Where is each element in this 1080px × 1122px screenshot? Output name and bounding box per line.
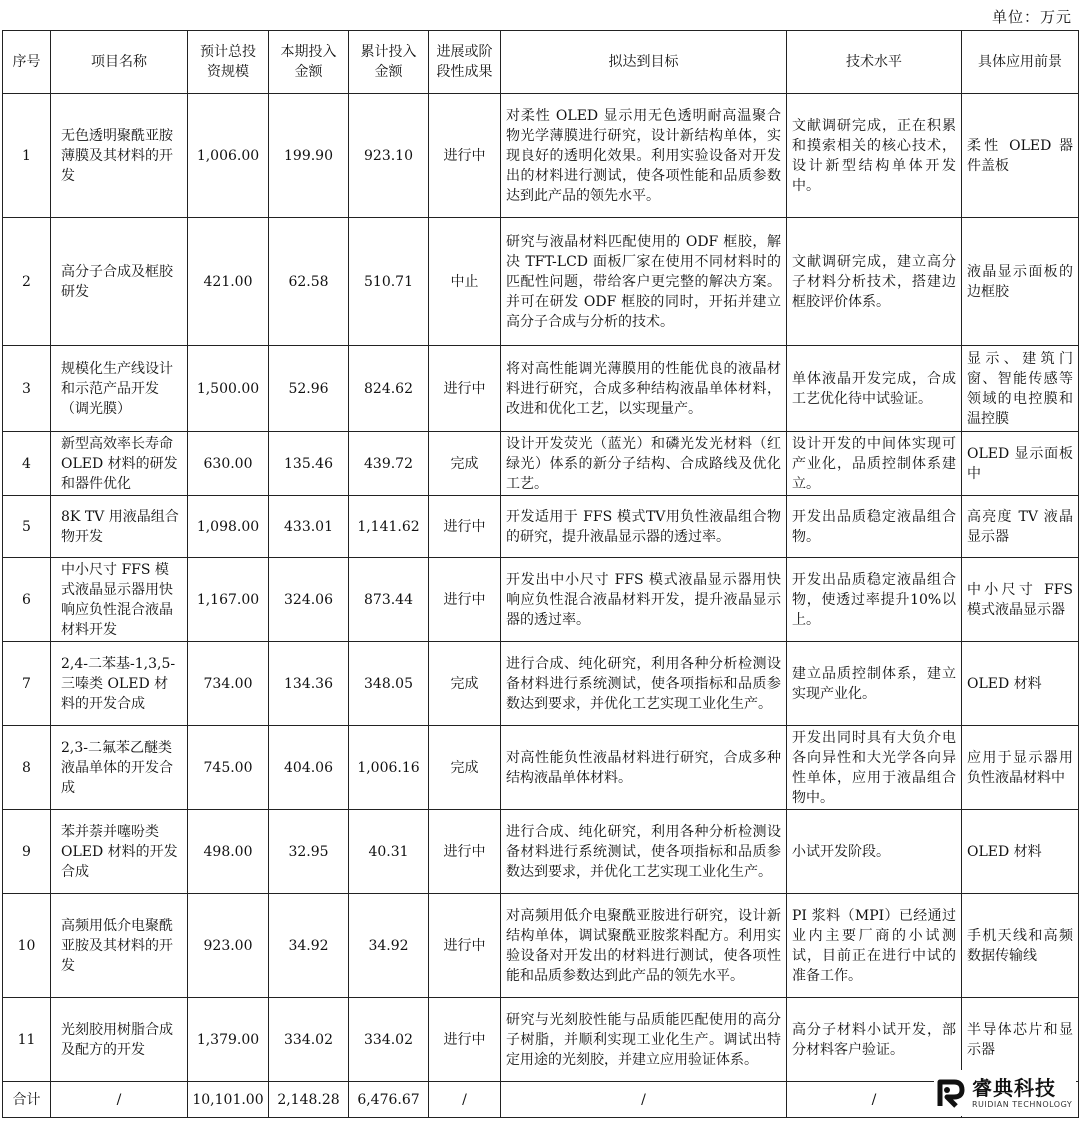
total-budget: 421.00 xyxy=(188,218,269,346)
tech-level: 高分子材料小试开发，部分材料客户验证。 xyxy=(787,998,962,1082)
total-budget: 745.00 xyxy=(188,726,269,810)
row-number: 2 xyxy=(3,218,51,346)
current-investment: 32.95 xyxy=(269,810,349,894)
progress-status: 进行中 xyxy=(429,346,501,432)
table-row xyxy=(3,218,1079,346)
current-investment: 433.01 xyxy=(269,496,349,558)
cumulative-investment: 1,006.16 xyxy=(349,726,429,810)
total-budget: 1,006.00 xyxy=(188,94,269,218)
unit-label: 单位：万元 xyxy=(991,8,1072,26)
target-goal: 进行合成、纯化研究，利用各种分析检测设备材料进行系统测试，使各项指标和品质参数达到要求，并优化工艺实现工业化生产。 xyxy=(501,642,787,726)
row-number: 5 xyxy=(3,496,51,558)
progress-status: 进行中 xyxy=(429,894,501,998)
current-investment: 134.36 xyxy=(269,642,349,726)
total-budget: 630.00 xyxy=(188,432,269,496)
header-cell: 累计投入金额 xyxy=(349,31,429,94)
target-goal: 开发适用于 FFS 模式TV用负性液晶组合物的研究，提升液晶显示器的透过率。 xyxy=(501,496,787,558)
header-cell: 拟达到目标 xyxy=(501,31,787,94)
total-budget: 1,379.00 xyxy=(188,998,269,1082)
ruidian-logo-icon xyxy=(934,1076,968,1110)
application-prospect: OLED 显示面板中 xyxy=(962,432,1079,496)
total-tech: / xyxy=(787,1082,962,1118)
target-goal: 设计开发荧光（蓝光）和磷光发光材料（红绿光）体系的新分子结构、合成路线及优化工艺。 xyxy=(501,432,787,496)
total-goal: / xyxy=(501,1082,787,1118)
table-row xyxy=(3,432,1079,496)
tech-level: 开发出品质稳定液晶组合物，使透过率提升10%以上。 xyxy=(787,558,962,642)
project-name: 高频用低介电聚酰亚胺及其材料的开发 xyxy=(51,894,188,998)
table-row xyxy=(3,94,1079,218)
row-number: 10 xyxy=(3,894,51,998)
target-goal: 研究与光刻胶性能与品质能匹配使用的高分子树脂，并顺利实现工业化生产。调试出特定用途的光刻胶，并建立应用验证体系。 xyxy=(501,998,787,1082)
table-row xyxy=(3,726,1079,810)
target-goal: 开发出中小尺寸 FFS 模式液晶显示器用快响应负性混合液晶材料开发，提升液晶显示器的透过率。 xyxy=(501,558,787,642)
application-prospect: OLED 材料 xyxy=(962,642,1079,726)
project-name: 中小尺寸 FFS 模式液晶显示器用快响应负性混合液晶材料开发 xyxy=(51,558,188,642)
table-row xyxy=(3,894,1079,998)
project-name: 光刻胶用树脂合成及配方的开发 xyxy=(51,998,188,1082)
header-cell: 本期投入金额 xyxy=(269,31,349,94)
current-investment: 199.90 xyxy=(269,94,349,218)
current-investment: 52.96 xyxy=(269,346,349,432)
tech-level: 设计开发的中间体实现可产业化，品质控制体系建立。 xyxy=(787,432,962,496)
current-investment: 34.92 xyxy=(269,894,349,998)
cumulative-investment: 873.44 xyxy=(349,558,429,642)
project-name: 8K TV 用液晶组合物开发 xyxy=(51,496,188,558)
tech-level: PI 浆料（MPI）已经通过业内主要厂商的小试测试，目前正在进行中试的准备工作。 xyxy=(787,894,962,998)
tech-level: 小试开发阶段。 xyxy=(787,810,962,894)
cumulative-investment: 40.31 xyxy=(349,810,429,894)
application-prospect: 液晶显示面板的边框胶 xyxy=(962,218,1079,346)
progress-status: 进行中 xyxy=(429,558,501,642)
header-cell: 项目名称 xyxy=(51,31,188,94)
tech-level: 文献调研完成，建立高分子材料分析技术，搭建边框胶评价体系。 xyxy=(787,218,962,346)
total-budget: 1,167.00 xyxy=(188,558,269,642)
total-budget: 1,500.00 xyxy=(188,346,269,432)
project-name: 高分子合成及框胶研发 xyxy=(51,218,188,346)
application-prospect: 柔性 OLED 器件盖板 xyxy=(962,94,1079,218)
table-row xyxy=(3,496,1079,558)
cumulative-investment: 923.10 xyxy=(349,94,429,218)
application-prospect: 中小尺寸 FFS 模式液晶显示器 xyxy=(962,558,1079,642)
tech-level: 开发出同时具有大负介电各向异性和大光学各向异性单体，应用于液晶组合物中。 xyxy=(787,726,962,810)
row-number: 3 xyxy=(3,346,51,432)
row-number: 11 xyxy=(3,998,51,1082)
total-label: 合计 xyxy=(3,1082,51,1118)
total-status: / xyxy=(429,1082,501,1118)
row-number: 1 xyxy=(3,94,51,218)
header-cell: 具体应用前景 xyxy=(962,31,1079,94)
tech-level: 单体液晶开发完成，合成工艺优化待中试验证。 xyxy=(787,346,962,432)
progress-status: 进行中 xyxy=(429,496,501,558)
total-budget: 10,101.00 xyxy=(188,1082,269,1118)
progress-status: 进行中 xyxy=(429,998,501,1082)
project-name: 新型高效率长寿命 OLED 材料的研发和器件优化 xyxy=(51,432,188,496)
current-investment: 404.06 xyxy=(269,726,349,810)
header-cell: 进展或阶段性成果 xyxy=(429,31,501,94)
current-investment: 62.58 xyxy=(269,218,349,346)
total-current: 2,148.28 xyxy=(269,1082,349,1118)
current-investment: 334.02 xyxy=(269,998,349,1082)
target-goal: 进行合成、纯化研究，利用各种分析检测设备材料进行系统测试，使各项指标和品质参数达到要求，并优化工艺实现工业化生产。 xyxy=(501,810,787,894)
total-cumulative: 6,476.67 xyxy=(349,1082,429,1118)
header-cell: 预计总投资规模 xyxy=(188,31,269,94)
current-investment: 324.06 xyxy=(269,558,349,642)
target-goal: 对高频用低介电聚酰亚胺进行研究，设计新结构单体，调试聚酰亚胺浆料配方。利用实验设备对开发出的材料进行测试，使各项性能和品质参数达到此产品的领先水平。 xyxy=(501,894,787,998)
progress-status: 完成 xyxy=(429,726,501,810)
total-name: / xyxy=(51,1082,188,1118)
tech-level: 文献调研完成，正在积累和摸索相关的核心技术，设计新型结构单体开发中。 xyxy=(787,94,962,218)
tech-level: 建立品质控制体系，建立实现产业化。 xyxy=(787,642,962,726)
project-name: 2,4-二苯基-1,3,5-三嗪类 OLED 材料的开发合成 xyxy=(51,642,188,726)
project-name: 规模化生产线设计和示范产品开发（调光膜） xyxy=(51,346,188,432)
cumulative-investment: 348.05 xyxy=(349,642,429,726)
cumulative-investment: 824.62 xyxy=(349,346,429,432)
target-goal: 对高性能负性液晶材料进行研究，合成多种结构液晶单体材料。 xyxy=(501,726,787,810)
progress-status: 完成 xyxy=(429,642,501,726)
cumulative-investment: 34.92 xyxy=(349,894,429,998)
row-number: 9 xyxy=(3,810,51,894)
table-row xyxy=(3,810,1079,894)
application-prospect: 半导体芯片和显示器 xyxy=(962,998,1079,1082)
table-row xyxy=(3,642,1079,726)
project-name: 苯并萘并噻吩类 OLED 材料的开发合成 xyxy=(51,810,188,894)
progress-status: 完成 xyxy=(429,432,501,496)
target-goal: 对柔性 OLED 显示用无色透明耐高温聚合物光学薄膜进行研究，设计新结构单体，实现良好的透明化效果。利用实验设备对开发出的材料进行测试，使各项性能和品质参数达到此产品的领先水平。 xyxy=(501,94,787,218)
total-budget: 734.00 xyxy=(188,642,269,726)
project-name: 无色透明聚酰亚胺薄膜及其材料的开发 xyxy=(51,94,188,218)
tech-level: 开发出品质稳定液晶组合物。 xyxy=(787,496,962,558)
header-row xyxy=(3,31,1079,94)
table-row xyxy=(3,558,1079,642)
application-prospect: 显示、建筑门窗、智能传感等领域的电控膜和温控膜 xyxy=(962,346,1079,432)
logo-name: 睿典科技 xyxy=(972,1076,1056,1100)
cumulative-investment: 334.02 xyxy=(349,998,429,1082)
total-budget: 498.00 xyxy=(188,810,269,894)
current-investment: 135.46 xyxy=(269,432,349,496)
total-budget: 1,098.00 xyxy=(188,496,269,558)
application-prospect: 手机天线和高频数据传输线 xyxy=(962,894,1079,998)
row-number: 8 xyxy=(3,726,51,810)
total-budget: 923.00 xyxy=(188,894,269,998)
row-number: 6 xyxy=(3,558,51,642)
project-name: 2,3-二氟苯乙醚类液晶单体的开发合成 xyxy=(51,726,188,810)
header-cell: 序号 xyxy=(3,31,51,94)
total-row xyxy=(3,1082,1079,1118)
application-prospect: OLED 材料 xyxy=(962,810,1079,894)
row-number: 4 xyxy=(3,432,51,496)
logo-subtitle: RUIDIAN TECHNOLOGY xyxy=(972,1100,1073,1109)
table-row xyxy=(3,346,1079,432)
table-row xyxy=(3,998,1079,1082)
cumulative-investment: 510.71 xyxy=(349,218,429,346)
cumulative-investment: 439.72 xyxy=(349,432,429,496)
progress-status: 中止 xyxy=(429,218,501,346)
cumulative-investment: 1,141.62 xyxy=(349,496,429,558)
target-goal: 将对高性能调光薄膜用的性能优良的液晶材料进行研究，合成多种结构液晶单体材料，改进和优化工艺，以实现量产。 xyxy=(501,346,787,432)
application-prospect: 应用于显示器用负性液晶材料中 xyxy=(962,726,1079,810)
target-goal: 研究与液晶材料匹配使用的 ODF 框胶，解决 TFT-LCD 面板厂家在使用不同材料时的匹配性问题，带给客户更完整的解决方案。并可在研发 ODF 框胶的同时，开拓并建立高分子合成与分析的技术。 xyxy=(501,218,787,346)
progress-status: 进行中 xyxy=(429,94,501,218)
rd-projects-table xyxy=(2,30,1079,1118)
watermark-logo xyxy=(934,1070,1076,1116)
row-number: 7 xyxy=(3,642,51,726)
application-prospect: 高亮度 TV 液晶显示器 xyxy=(962,496,1079,558)
progress-status: 进行中 xyxy=(429,810,501,894)
header-cell: 技术水平 xyxy=(787,31,962,94)
